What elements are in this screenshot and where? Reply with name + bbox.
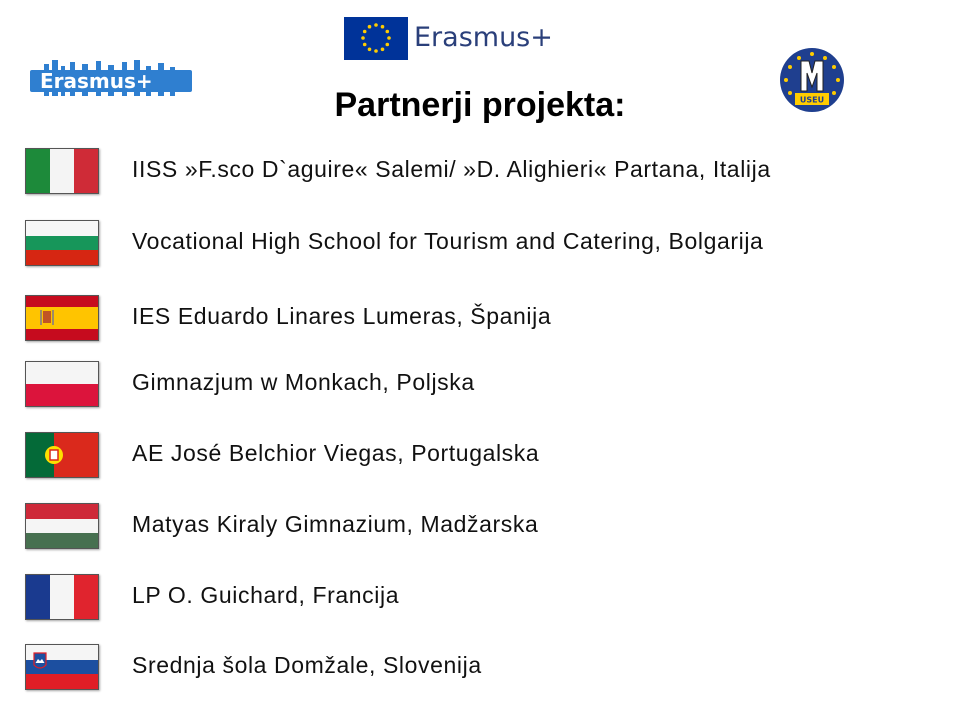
partner-row-hungary bbox=[25, 503, 925, 551]
partner-name: Matyas Kiraly Gimnazium, Madžarska bbox=[132, 511, 539, 537]
partner-row-france bbox=[25, 574, 925, 622]
partner-name: AE José Belchior Viegas, Portugalska bbox=[132, 440, 540, 466]
partner-row-bulgaria bbox=[25, 220, 925, 268]
bulgaria-flag-icon bbox=[25, 220, 99, 266]
portugal-flag-icon bbox=[25, 432, 99, 478]
partner-name: Gimnazjum w Monkach, Poljska bbox=[132, 369, 475, 395]
center-logo-text: Erasmus+ bbox=[414, 22, 553, 53]
partner-row-italy bbox=[25, 148, 925, 196]
italy-flag-icon bbox=[25, 148, 99, 194]
left-logo-text: Erasmus+ bbox=[40, 69, 153, 93]
partner-row-slovenia bbox=[25, 644, 925, 692]
emblem-text: USEU bbox=[799, 95, 825, 105]
partner-row-spain bbox=[25, 295, 925, 343]
eu-flag-icon bbox=[344, 17, 408, 60]
partner-row-portugal bbox=[25, 432, 925, 480]
poland-flag-icon bbox=[25, 361, 99, 407]
hungary-flag-icon bbox=[25, 503, 99, 549]
page-title: Partnerji projekta: bbox=[334, 86, 626, 124]
partner-name: LP O. Guichard, Francija bbox=[132, 582, 400, 608]
partner-name: IISS »F.sco D`aguire« Salemi/ »D. Alighieri« Partana, Italija bbox=[132, 156, 771, 182]
spain-flag-icon bbox=[25, 295, 99, 341]
partner-name: IES Eduardo Linares Lumeras, Španija bbox=[132, 303, 552, 329]
eu-erasmus-logo bbox=[344, 17, 559, 63]
slovenia-flag-icon bbox=[25, 644, 99, 690]
france-flag-icon bbox=[25, 574, 99, 620]
partner-name: Srednja šola Domžale, Slovenija bbox=[132, 652, 482, 678]
partner-row-poland bbox=[25, 361, 925, 409]
partner-name: Vocational High School for Tourism and Catering, Bolgarija bbox=[132, 228, 764, 254]
